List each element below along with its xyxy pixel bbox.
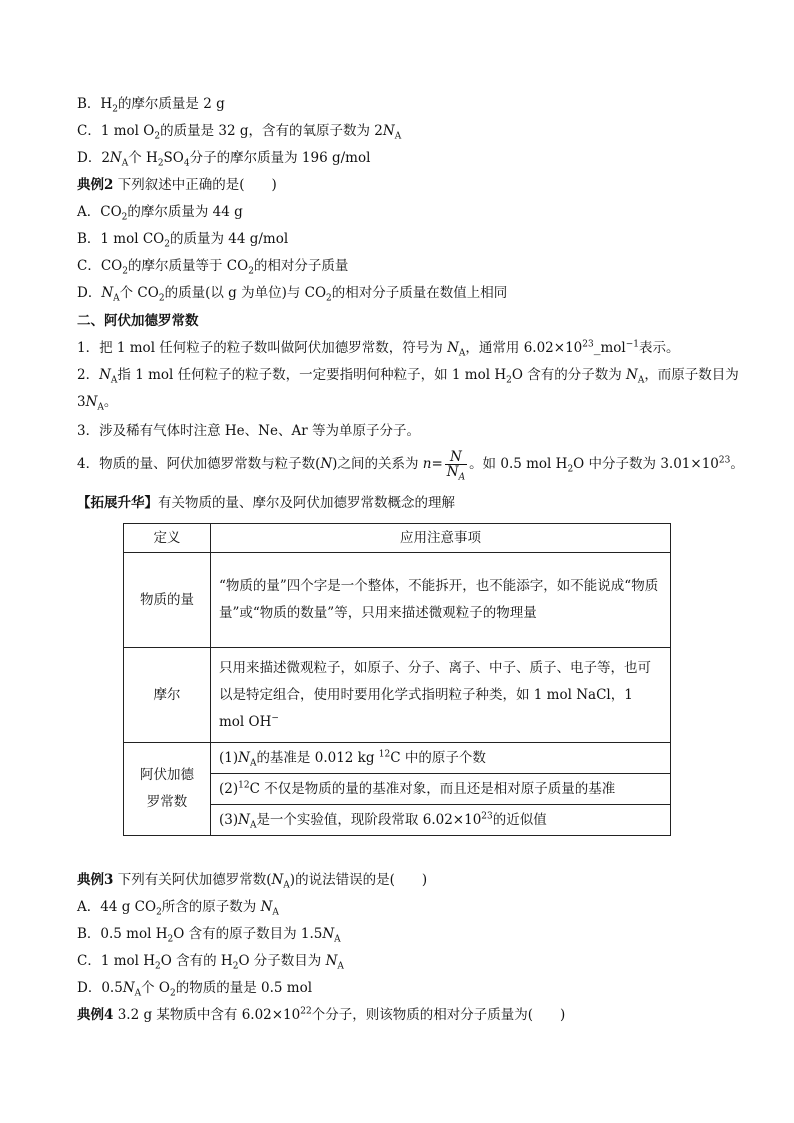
section-title: 二、阿伏加德罗常数 (77, 313, 199, 329)
table-cell-note: 只用来描述微观粒子，如原子、分子、离子、中子、质子、电子等，也可以是特定组合，使用时要用化学式指明粒子种类，如 1 mol NaCl，1 mol OH− (211, 648, 671, 743)
example-2-question: 典例2 下列叙述中正确的是( ) (77, 177, 277, 193)
point-1: 1．把 1 mol 任何粒子的粒子数叫做阿伏加德罗常数，符号为 $N_A$，通常用 $6.02\times 10^{23}\_mol^{-1}$表示。 (77, 339, 680, 359)
fraction-n-over-na: $\frac{N}{N_A}$ (446, 449, 466, 483)
example-2-option-c: C．$CO_2$的摩尔质量等于 $CO_2$的相对分子质量 (77, 258, 349, 277)
table-header-row (124, 524, 671, 553)
table-row (124, 648, 671, 743)
option-b-h2: B．$H_2$的摩尔质量是 2 g (77, 96, 225, 115)
point-2: 2．$N_A$指 1 mol 任何粒子的粒子数，一定要指明何种粒子，如 1 mol $H_2O$ 含有的分子数为 $N_A$，而原子数目为 (77, 367, 739, 386)
table-cell-note: “物质的量”四个字是一个整体，不能拆开，也不能添字，如不能说成“物质量”或“物质的数量”等，只用来描述微观粒子的物理量 (211, 553, 671, 648)
example-4-question: 典例4 3.2 g 某物质中含有 $6.02\times 10^{22}$个分子，则该物质的相对分子质量为( ) (77, 1006, 566, 1023)
table-cell-definition: 阿伏加德罗常数 (124, 743, 211, 836)
table-header-definition: 定义 (124, 524, 211, 553)
example-2-option-d: D．$N_A$个 $CO_2$的质量(以 g 为单位)与 $CO_2$的相对分子质量在数值上相同 (77, 285, 508, 304)
table-row (124, 553, 671, 648)
extension-heading: 【拓展升华】有关物质的量、摩尔及阿伏加德罗常数概念的理解 (77, 495, 455, 511)
example-3-option-a: A．44 g $CO_2$所含的原子数为 $N_A$ (77, 899, 279, 918)
table-cell-definition: 摩尔 (124, 648, 211, 743)
table-cell-note: $(3)N_A$是一个实验值，现阶段常取 $6.02\times 10^{23}$的近似值 (211, 805, 671, 836)
table-header-notes: 应用注意事项 (211, 524, 671, 553)
table-row (124, 743, 671, 774)
concept-table (123, 523, 671, 836)
example-3-question: 典例3 下列有关阿伏加德罗常数$(N_A)$的说法错误的是( ) (77, 872, 428, 891)
option-d-h2so4: D．$2N_A$个 $H_2SO_4$分子的摩尔质量为 196 g/mol (77, 150, 371, 169)
table-cell-note: $(2)^{12}C$ 不仅是物质的量的基准对象，而且还是相对原子质量的基准 (211, 774, 671, 805)
example-2-option-b: B．1 mol $CO_2$的质量为 44 g/mol (77, 231, 289, 250)
table-cell-note: $(1)N_A$的基准是 0.012 kg $^{12}$C 中的原子个数 (211, 743, 671, 774)
example-3-option-d: D．$0.5N_A$个 $O_2$的物质的量是 0.5 mol (77, 980, 313, 999)
example-3-option-b: B．0.5 mol $H_2O$ 含有的原子数目为 $1.5N_A$ (77, 926, 341, 945)
example-3-option-c: C．1 mol $H_2O$ 含有的 $H_2O$ 分子数目为 $N_A$ (77, 953, 344, 972)
point-4: 4．物质的量、阿伏加德罗常数与粒子数(N)之间的关系为 n= $\frac{N}{N_A}$ 。如 0.5 mol $H_2O$ 中分子数为 $3.01\times 10^{23}$。 (77, 449, 744, 483)
point-3: 3．涉及稀有气体时注意 He、Ne、Ar 等为单原子分子。 (77, 423, 420, 439)
table-cell-definition: 物质的量 (124, 553, 211, 648)
option-c-o2: C．1 mol $O_2$的质量是 32 g，含有的氧原子数为 $2N_A$ (77, 123, 402, 142)
point-2-continued: $3N_A$。 (77, 394, 118, 413)
example-2-option-a: A．$CO_2$的摩尔质量为 44 g (77, 204, 243, 223)
